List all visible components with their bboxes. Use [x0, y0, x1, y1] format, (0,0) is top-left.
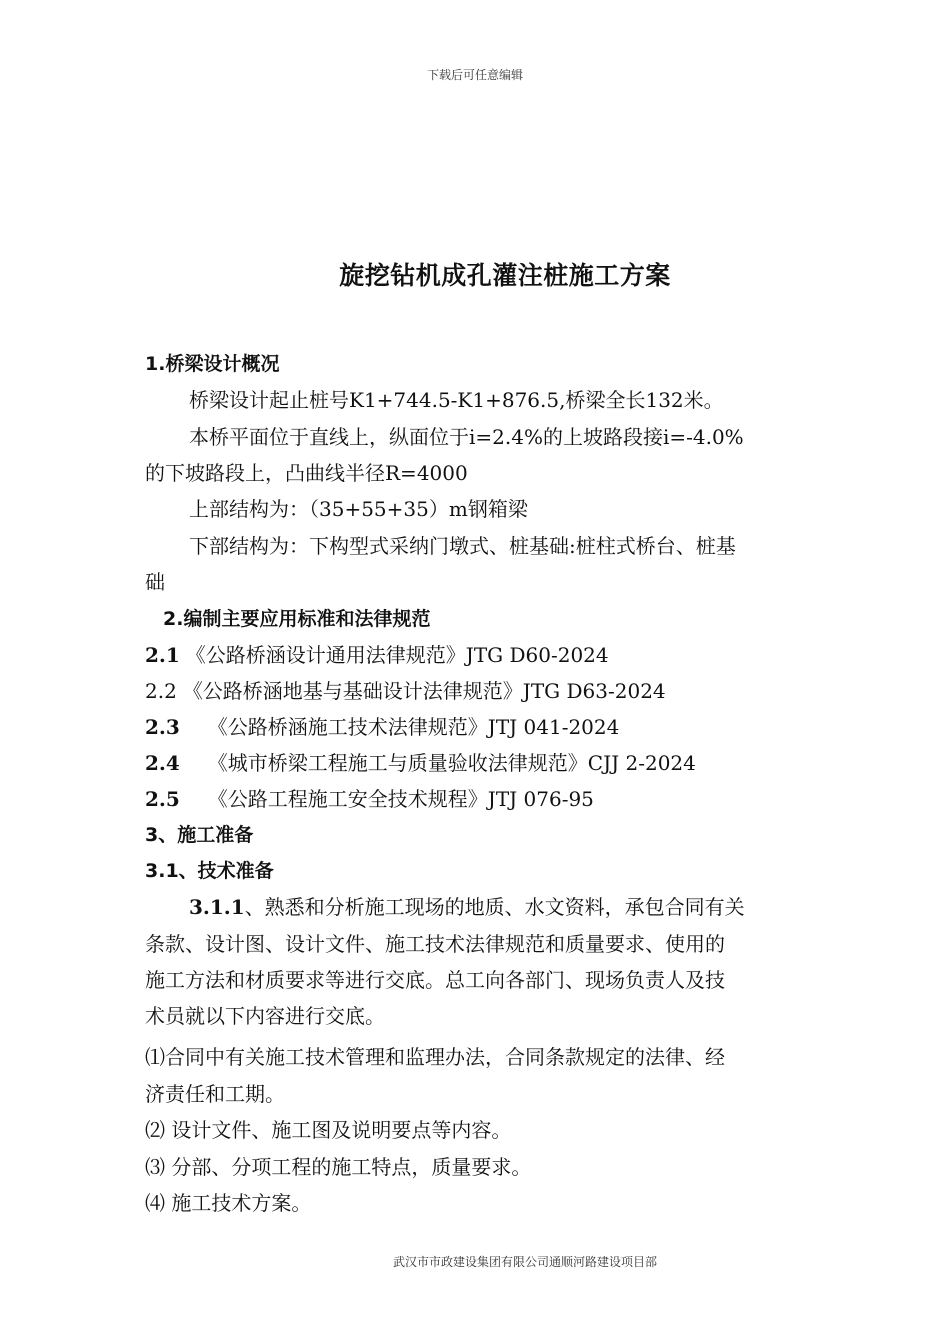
section-2-heading: 2.编制主要应用标准和法律规范: [163, 608, 431, 630]
list-item-1-line-2: 济责任和工期。: [145, 1082, 285, 1106]
footer-note: 武汉市市政建设集团有限公司通顺河路建设项目部: [392, 1255, 657, 1269]
list-item-1-line-1: ⑴合同中有关施工技术管理和监理办法，合同条款规定的法律、经: [145, 1045, 725, 1069]
standard-item-number: 2.1: [145, 643, 180, 667]
document-title: 旋挖钻机成孔灌注桩施工方案: [339, 261, 671, 290]
standard-item-text: 《公路工程施工安全技术规程》JTJ 076-95: [207, 787, 594, 811]
standard-item-number: 2.3: [145, 715, 180, 739]
section-3-heading: 3、施工准备: [145, 824, 254, 846]
section-1-paragraph-4-line-1: 下部结构为：下构型式采纳门墩式、桩基础:桩柱式桥台、桩基: [189, 534, 736, 558]
standard-item-number: 2.2: [145, 679, 177, 703]
standard-item-text: 《公路桥涵施工技术法律规范》JTJ 041-2024: [207, 715, 620, 739]
list-item-3: ⑶ 分部、分项工程的施工特点，质量要求。: [145, 1155, 532, 1179]
section-1-paragraph-4-line-2: 础: [145, 570, 165, 594]
standard-item: [145, 781, 815, 817]
paragraph-3-1-1-text: 、熟悉和分析施工现场的地质、水文资料，承包合同有关: [244, 895, 745, 919]
standard-item: [145, 637, 815, 673]
paragraph-3-1-1-line-2: 条款、设计图、设计文件、施工技术法律规范和质量要求、使用的: [145, 932, 725, 956]
standard-item-number: 2.4: [145, 751, 180, 775]
standard-item-text: 《城市桥梁工程施工与质量验收法律规范》CJJ 2-2024: [207, 751, 696, 775]
standard-item: [145, 673, 815, 709]
standard-item-text: 《公路桥涵设计通用法律规范》JTG D60-2024: [185, 643, 609, 667]
standard-item-number: 2.5: [145, 787, 180, 811]
list-item-2: ⑵ 设计文件、施工图及说明要点等内容。: [145, 1118, 512, 1142]
paragraph-3-1-1-line-4: 术员就以下内容进行交底。: [145, 1004, 385, 1028]
standard-item: [145, 709, 815, 745]
section-1-paragraph-1: 桥梁设计起止桩号K1+744.5-K1+876.5,桥梁全长132米。: [189, 388, 724, 412]
section-3-1-heading: 3.1、技术准备: [145, 860, 274, 882]
paragraph-3-1-1-line-1: [189, 889, 815, 925]
header-note: 下载后可任意编辑: [426, 68, 523, 82]
paragraph-3-1-1-number: 3.1.1: [189, 895, 245, 919]
section-1-paragraph-3: 上部结构为：（35+55+35）m钢箱梁: [189, 497, 528, 521]
list-item-4: ⑷ 施工技术方案。: [145, 1191, 312, 1215]
section-1-heading: 1.桥梁设计概况: [145, 353, 280, 375]
standard-item: [145, 745, 815, 781]
section-1-paragraph-2-line-2: 的下坡路段上，凸曲线半径R=4000: [145, 461, 468, 485]
paragraph-3-1-1-line-3: 施工方法和材质要求等进行交底。总工向各部门、现场负责人及技: [145, 968, 725, 992]
section-1-paragraph-2-line-1: 本桥平面位于直线上，纵面位于i=2.4%的上坡路段接i=-4.0%: [189, 425, 744, 449]
standard-item-text: 《公路桥涵地基与基础设计法律规范》JTG D63-2024: [182, 679, 666, 703]
